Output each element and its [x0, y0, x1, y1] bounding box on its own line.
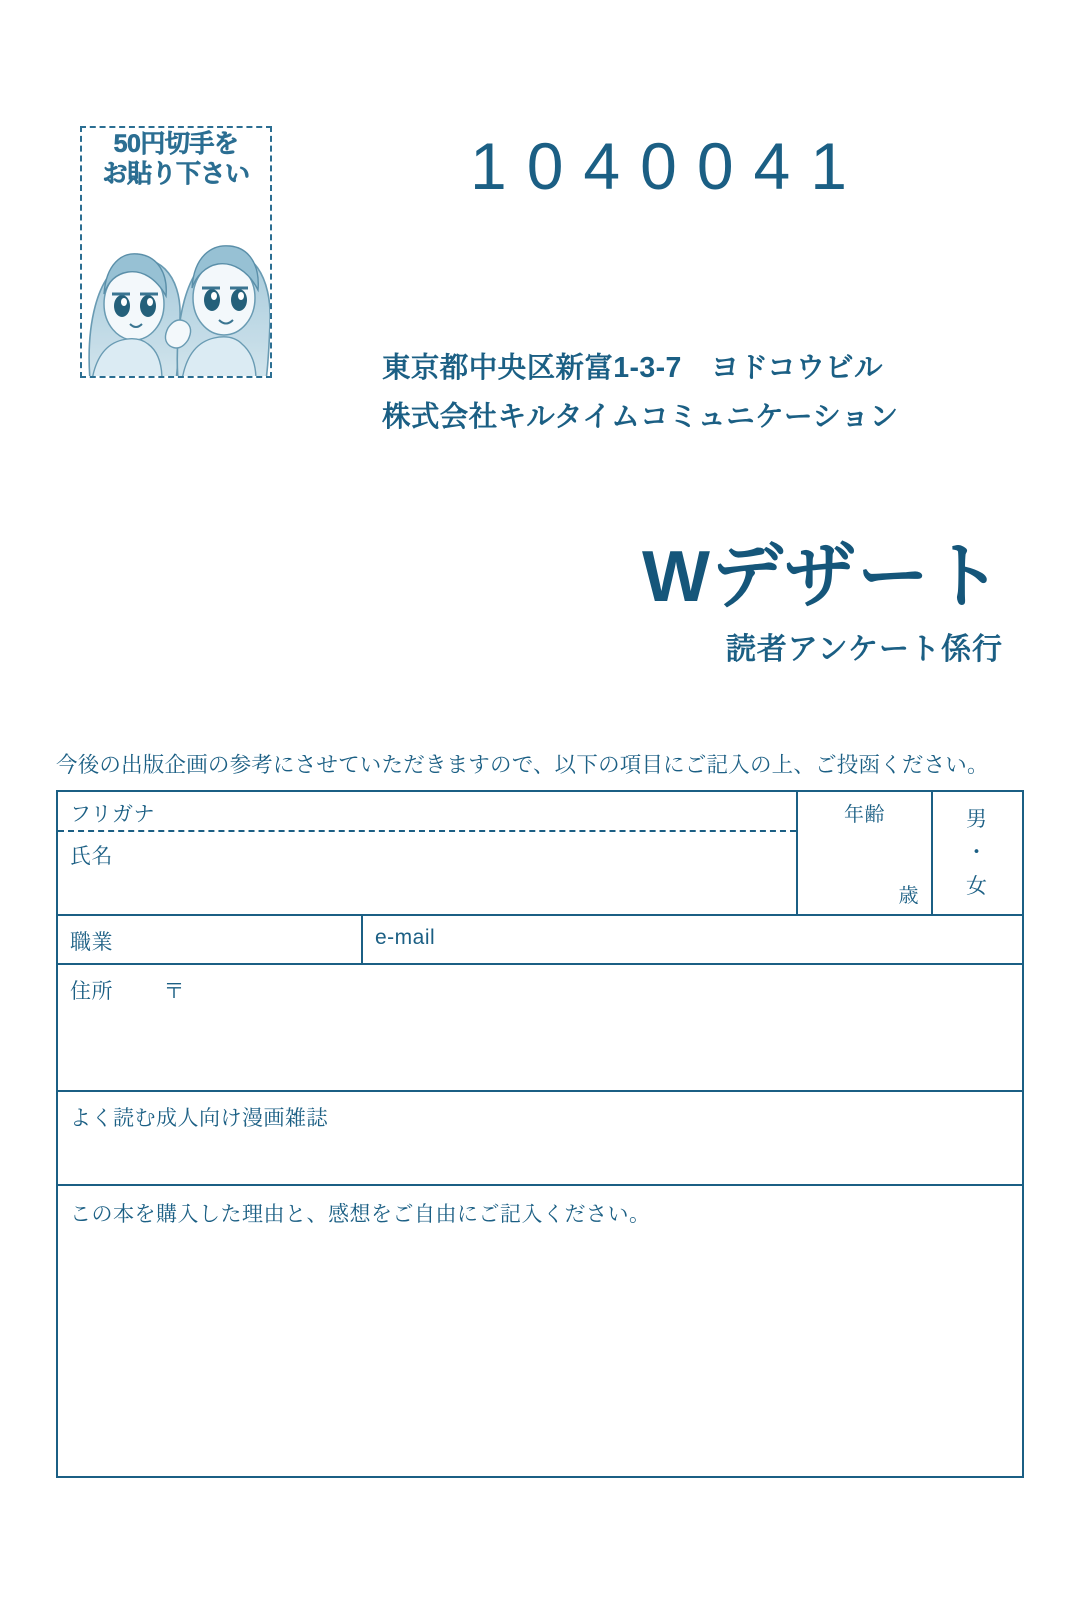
email-field[interactable] [363, 916, 1022, 963]
recipient-address [382, 344, 899, 442]
sex-label: 男 ・ 女 [966, 807, 988, 898]
comment-label: この本を購入した理由と、感想をご自由にご記入ください。 [70, 1203, 651, 1226]
furigana-field[interactable] [58, 792, 796, 832]
form-row-name [58, 792, 1022, 916]
name-field[interactable] [58, 832, 796, 914]
job-field[interactable] [58, 916, 363, 963]
stamp-instruction-line2: お貼り下さい [102, 159, 250, 188]
age-unit-label: 歳 [898, 885, 919, 907]
two-girls-illustration-icon [82, 208, 270, 378]
furigana-label: フリガナ [70, 803, 155, 826]
stamp-instruction-line1: 50円切手を [113, 130, 239, 158]
age-label: 年齢 [844, 804, 885, 826]
reader-survey-form [56, 790, 1024, 1478]
stamp-placement-box [80, 126, 272, 378]
form-row-address [58, 965, 1022, 1092]
page-subtitle: 読者アンケート係行 [725, 632, 1003, 666]
page-title: Wデザート [642, 537, 1003, 617]
address-line-1: 東京都中央区新富1-3-7 ヨドコウビル [382, 352, 883, 384]
stamp-instruction-text [82, 130, 270, 189]
comment-field[interactable] [58, 1186, 1022, 1476]
sex-field[interactable] [933, 792, 1021, 914]
form-row-magazines [58, 1092, 1022, 1186]
name-label: 氏名 [70, 845, 113, 868]
age-field[interactable] [798, 792, 933, 914]
postal-mark-icon: 〒 [163, 980, 185, 1003]
intro-text: 今後の出版企画の参考にさせていただきますので、以下の項目にご記入の上、ご投函ください。 [56, 753, 989, 777]
form-row-job-email [58, 916, 1022, 965]
form-row-comment [58, 1186, 1022, 1476]
address-label: 住所 [70, 980, 113, 1003]
publication-title-block [642, 537, 1003, 668]
postal-code: 1040041 [470, 129, 867, 203]
magazines-label: よく読む成人向け漫画雑誌 [70, 1107, 328, 1130]
address-line-2: 株式会社キルタイムコミュニケーション [382, 401, 899, 434]
job-label: 職業 [70, 931, 113, 954]
address-field[interactable] [58, 965, 1022, 1090]
name-group [58, 792, 798, 914]
magazines-field[interactable] [58, 1092, 1022, 1184]
email-label: e-mail [375, 926, 436, 949]
